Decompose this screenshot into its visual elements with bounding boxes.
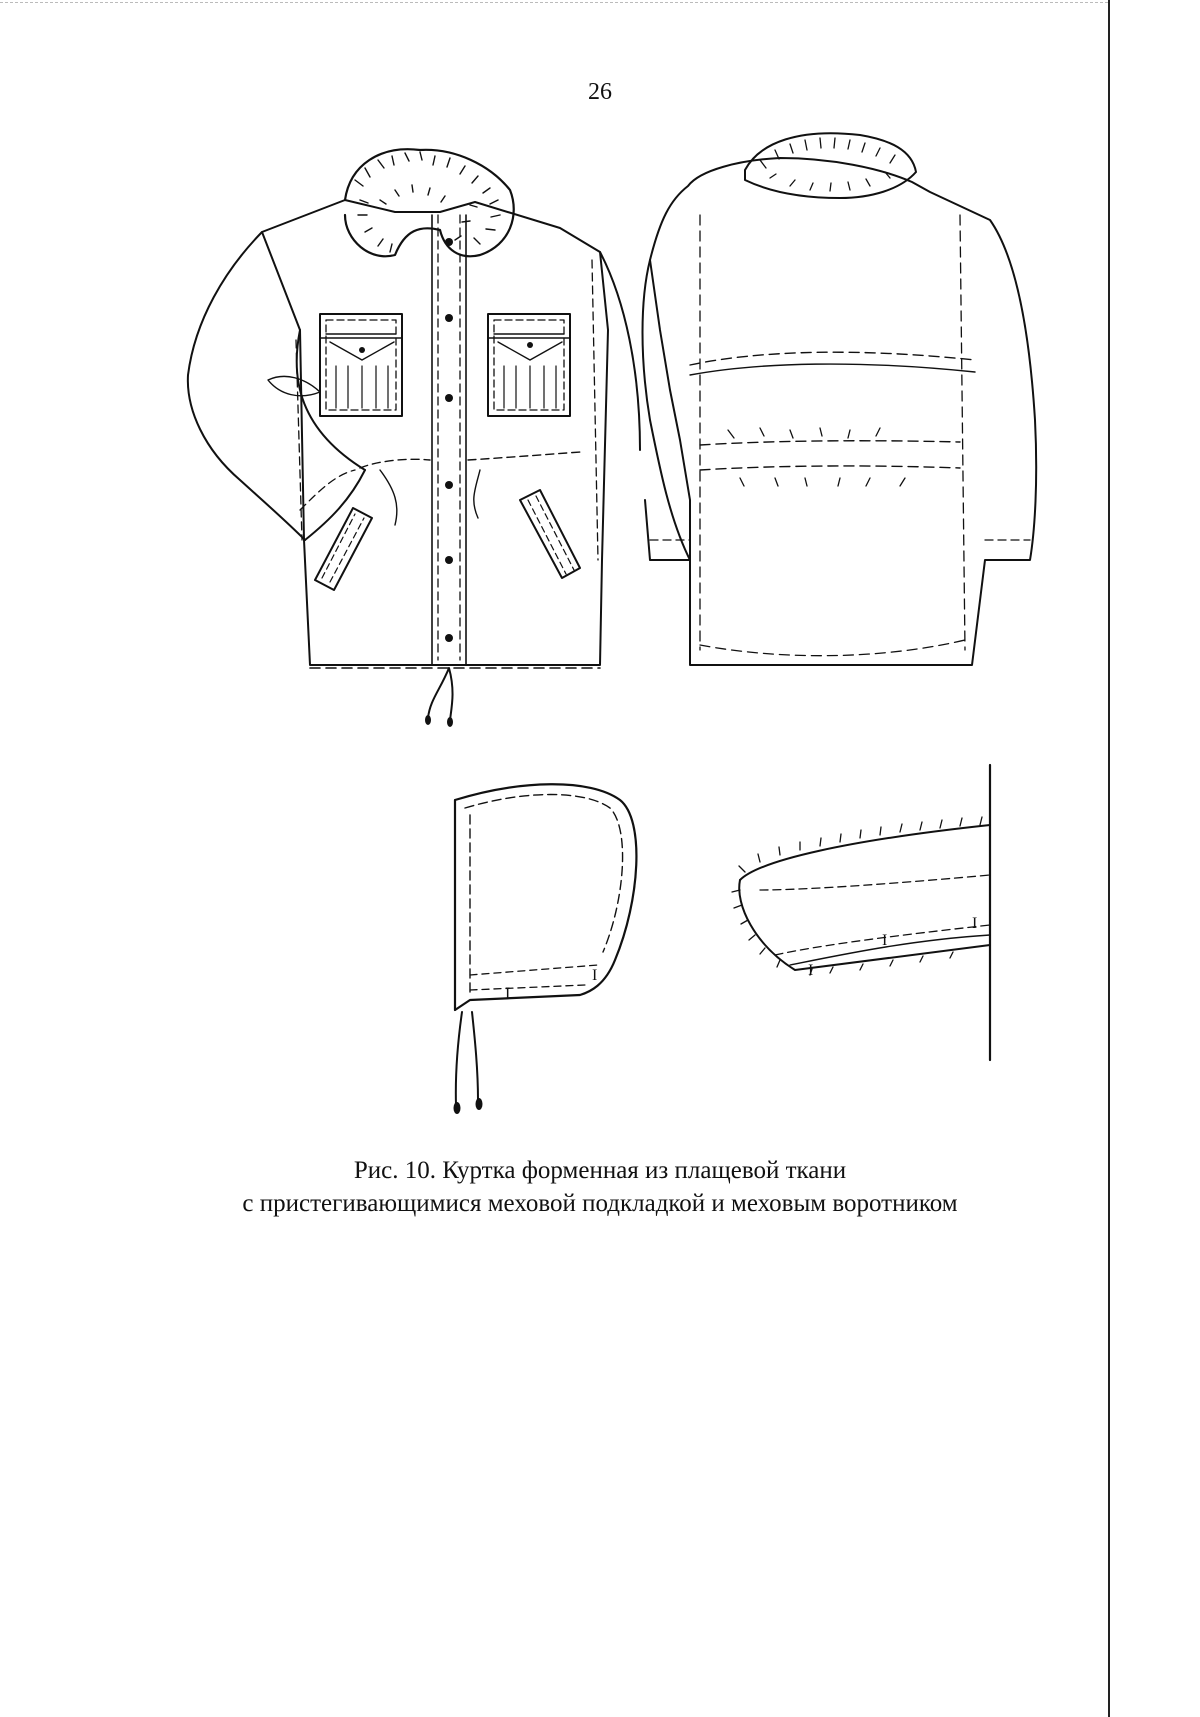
hood-mark-2: I — [592, 967, 598, 984]
collar-mark-3: I — [972, 915, 978, 932]
page-number: 26 — [588, 79, 612, 105]
caption-line-2: с пристегивающимися меховой подкладкой и меховым воротником — [242, 1190, 958, 1217]
right-margin-line — [1108, 0, 1110, 1717]
jacket-front-icon — [188, 149, 640, 727]
collar-mark-2: I — [882, 932, 888, 949]
hood-icon — [454, 784, 637, 1114]
collar-mark-1: I — [808, 962, 814, 979]
caption-line-1: Рис. 10. Куртка форменная из плащевой ткани — [353, 1157, 847, 1184]
figure-caption — [150, 1154, 1050, 1220]
hood-mark-1: I — [505, 985, 511, 1002]
jacket-back-icon — [643, 133, 1037, 665]
fur-collar-icon — [732, 765, 990, 1060]
